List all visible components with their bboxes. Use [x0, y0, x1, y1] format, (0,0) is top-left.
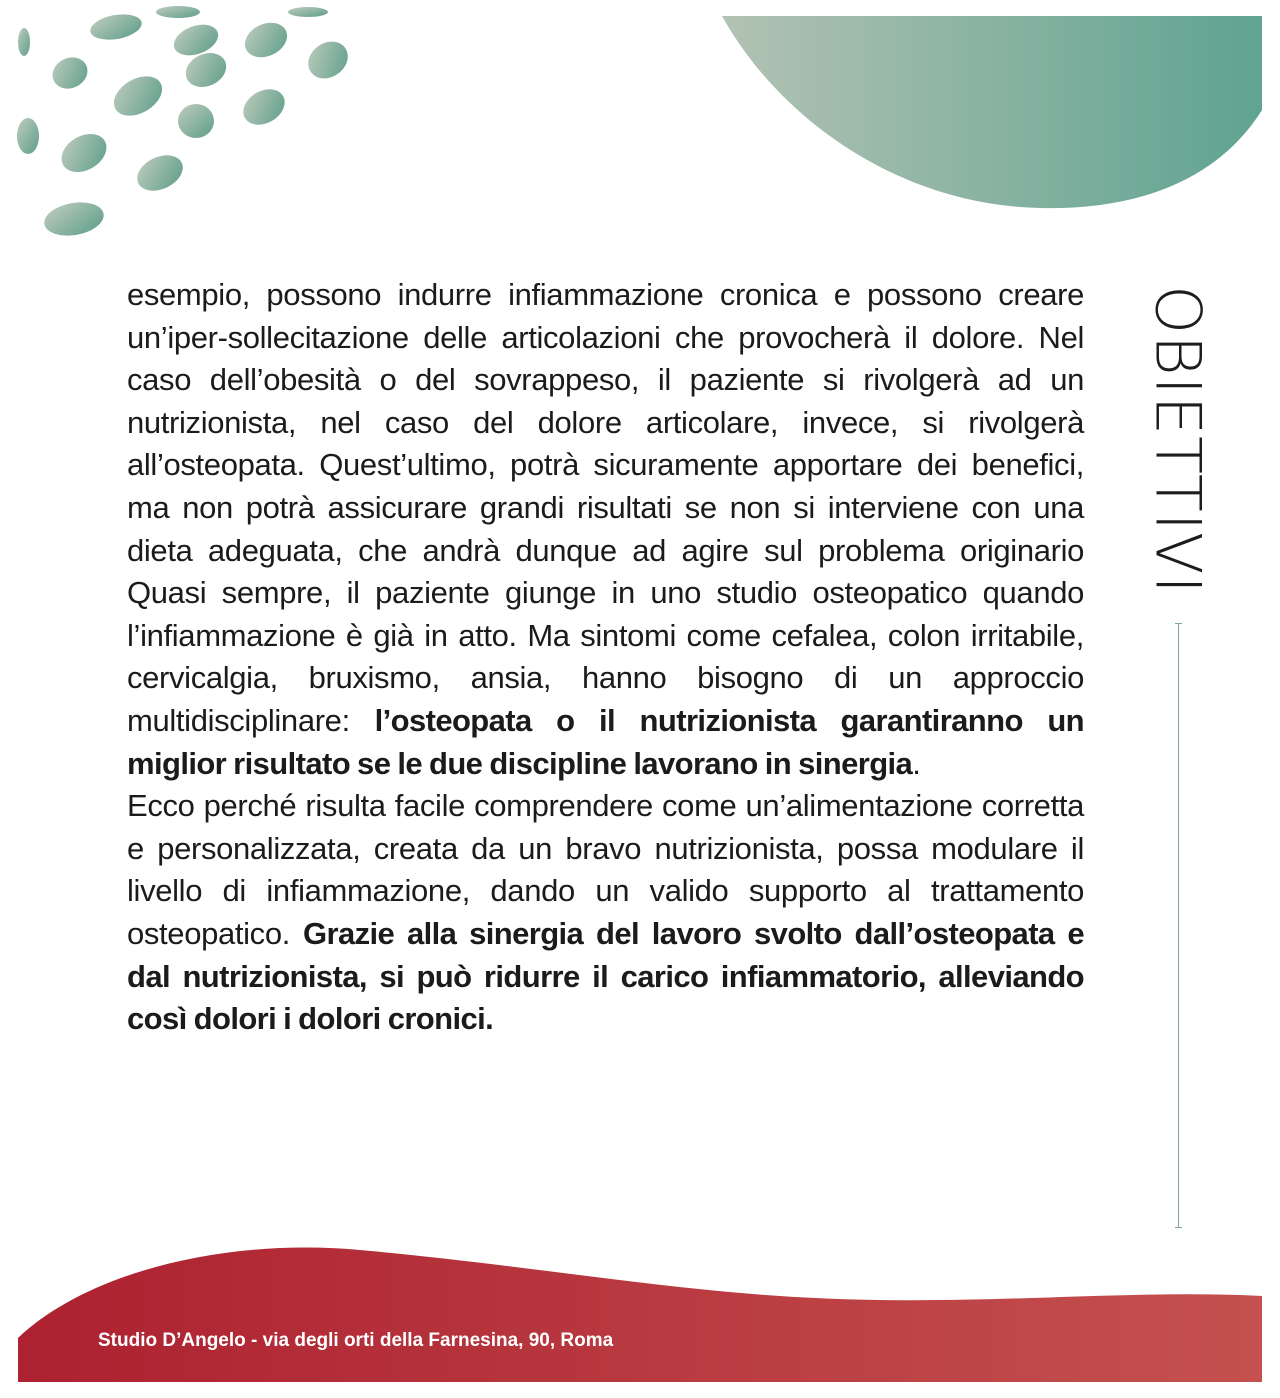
article-body	[127, 274, 1084, 1041]
footer-address: Studio D’Angelo - via degli orti della Farnesina, 90, Roma	[98, 1330, 614, 1351]
paragraph-1-end: .	[912, 745, 921, 781]
green-dots-pattern	[17, 6, 355, 240]
paragraph-1	[127, 274, 1084, 785]
paragraph-1-text: esempio, possono indurre infiammazione cronica e possono creare un’iper-sollecitazione delle articolazioni che provocherà il dolore. Nel caso dell’obesità o del sovrappeso, il paziente si rivolgerà ad un nutrizionista, nel caso del dolore articolare, invece, si rivolgerà all’osteopata. Quest’ultimo, potrà sicuramente apportare dei benefici, ma non potrà assicurare grandi risultati se non si interviene con una dieta adeguata, che andrà dunque ad agire sul problema originario Quasi sempre, il paziente giunge in uno studio osteopatico quando l’infiammazione è già in atto. Ma sintomi come cefalea, colon irritabile, cervicalgia, bruxismo, ansia, hanno bisogno di un approccio multidisciplinare:	[127, 277, 1084, 738]
section-title-vertical: OBIETTIVI	[1141, 285, 1215, 595]
vertical-divider	[1178, 623, 1179, 1228]
red-wave-shape	[18, 1248, 1262, 1382]
paragraph-2	[127, 785, 1084, 1041]
green-arc-shape	[722, 16, 1262, 208]
paragraph-1-highlight: l’osteopata o il nutrizionista garantiranno un miglior risultato se le due discipline lavorano in sinergia	[127, 702, 1084, 781]
paragraph-2-text: Ecco perché risulta facile comprendere come un’alimentazione corretta e personalizzata, creata da un bravo nutrizionista, possa modulare il livello di infiammazione, dando un valido supporto al trattamento osteopatico.	[127, 788, 1084, 951]
paragraph-2-highlight: Grazie alla sinergia del lavoro svolto dall’osteopata e dal nutrizionista, si può ridurre il carico infiammatorio, alleviando così dolori i dolori cronici.	[127, 915, 1085, 1037]
